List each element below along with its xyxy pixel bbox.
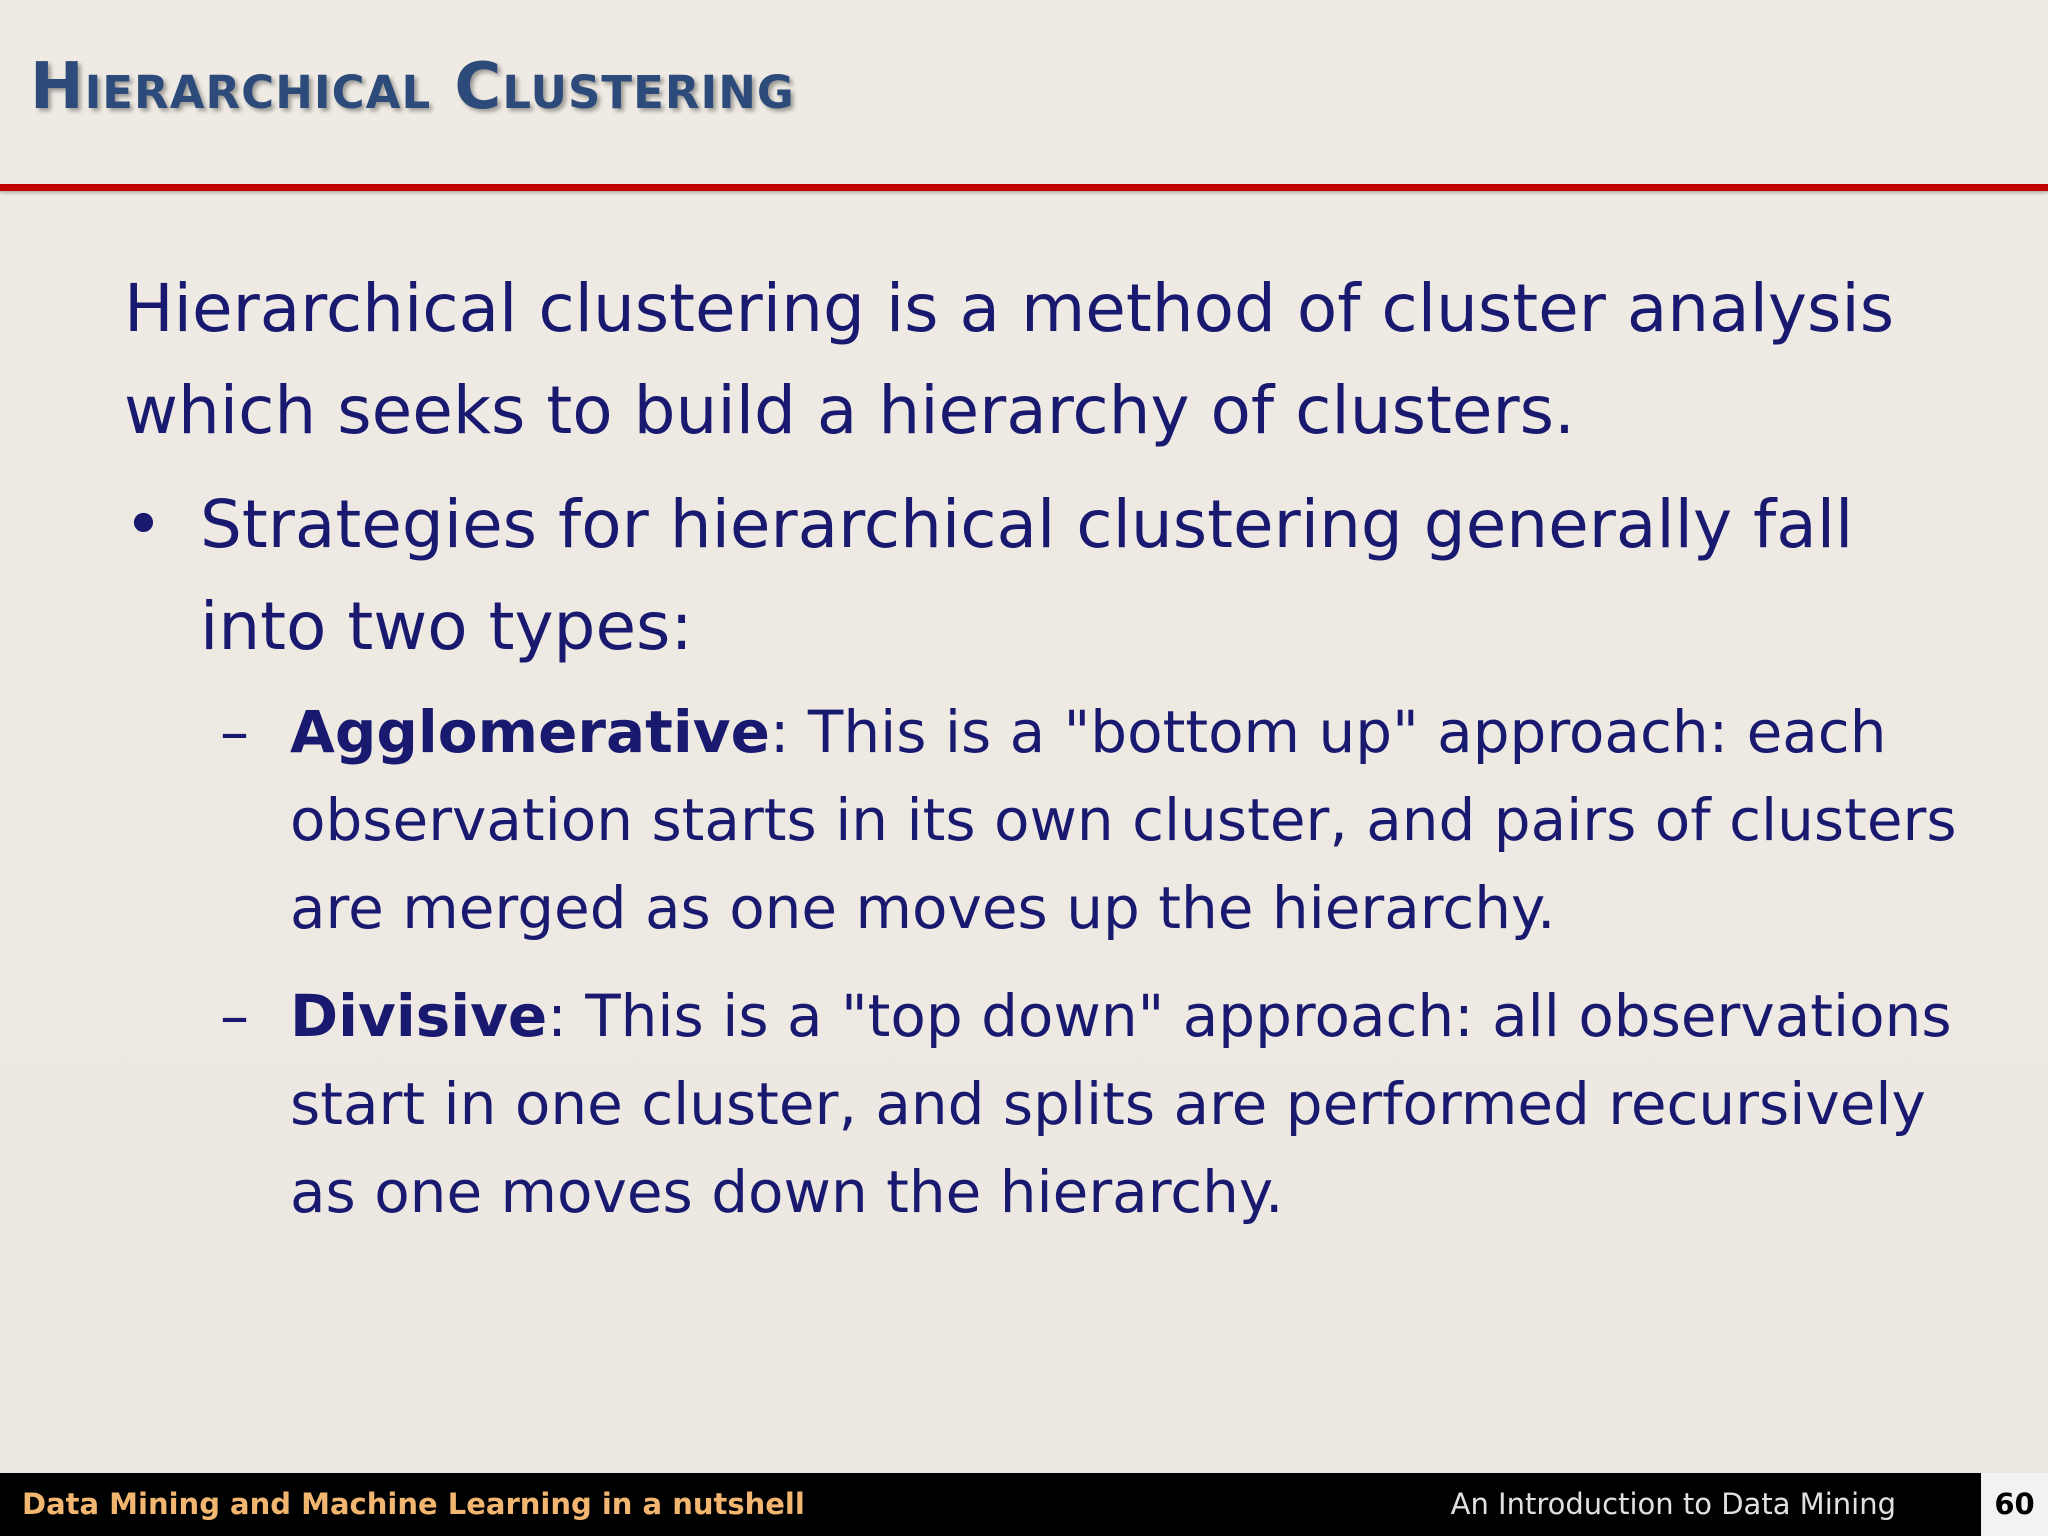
sub-item-agglomerative bbox=[124, 688, 1984, 952]
page-number-box bbox=[1981, 1473, 2048, 1536]
sub-item-marker: – bbox=[220, 982, 249, 1050]
bullet-text: Strategies for hierarchical clustering generally fall into two types: bbox=[200, 486, 1854, 665]
title-divider bbox=[0, 184, 2048, 191]
intro-paragraph: Hierarchical clustering is a method of cluster analysis which seeks to build a hierarchy of clusters. bbox=[124, 270, 1895, 449]
footer-section-title: An Introduction to Data Mining bbox=[1450, 1487, 1896, 1521]
footer-course-title: Data Mining and Machine Learning in a nutshell bbox=[22, 1487, 805, 1521]
sub-item-divisive bbox=[124, 972, 1984, 1236]
sub-item-term: Divisive bbox=[290, 982, 548, 1050]
slide-title: Hierarchical Clustering bbox=[30, 50, 795, 124]
slide-content bbox=[124, 258, 1984, 1236]
sub-item-text: : This is a "bottom up" approach: each observation starts in its own cluster, and pairs of clusters are merged as one moves up the hierarchy. bbox=[290, 698, 1957, 942]
bullet-item bbox=[124, 474, 1984, 678]
footer-bar bbox=[0, 1473, 2048, 1536]
bullet-marker: • bbox=[124, 486, 163, 563]
page-number: 60 bbox=[1994, 1487, 2035, 1521]
sub-item-term: Agglomerative bbox=[290, 698, 770, 766]
sub-item-marker: – bbox=[220, 698, 249, 766]
sub-item-text: : This is a "top down" approach: all observations start in one cluster, and splits are performed recursively as one moves down the hierarchy. bbox=[290, 982, 1952, 1226]
